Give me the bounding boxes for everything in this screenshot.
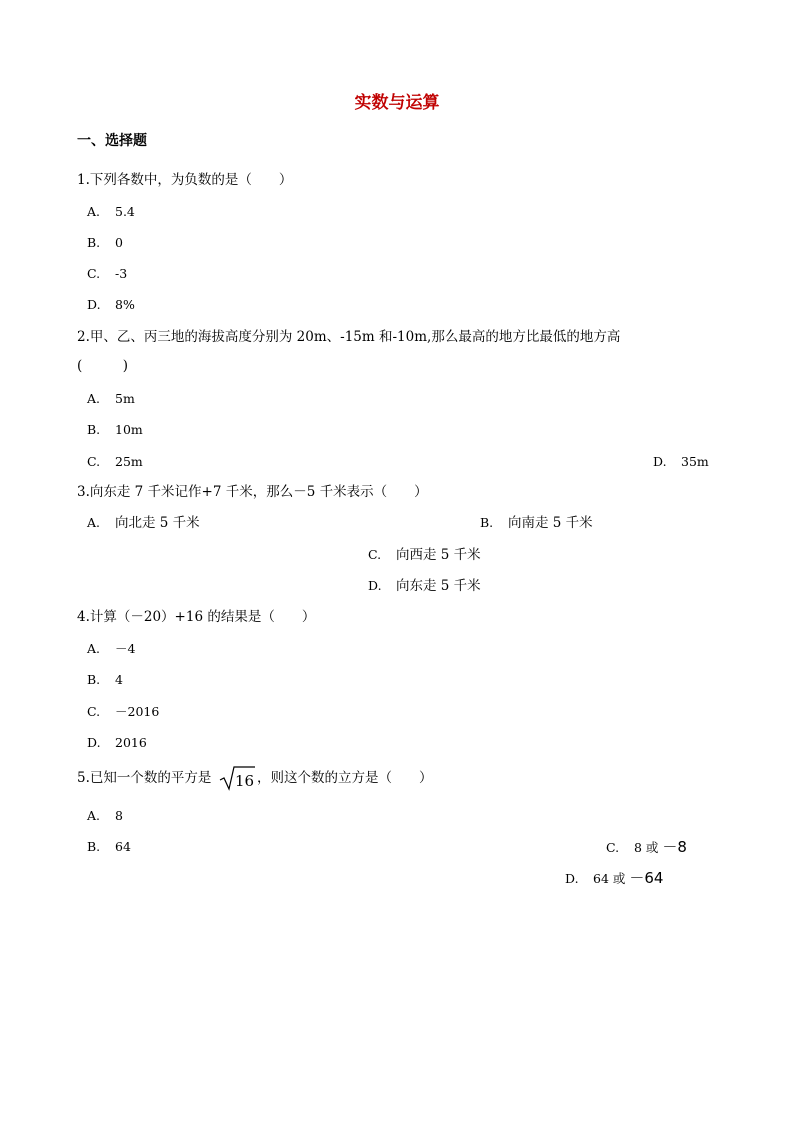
question-1-stem: 1.下列各数中，为负数的是（ ） — [77, 172, 293, 188]
option-text: 4 — [115, 672, 123, 687]
question-5-option-a[interactable] — [87, 808, 123, 824]
option-text: 10m — [115, 422, 143, 437]
option-label: A. — [87, 808, 101, 823]
question-1-option-c[interactable] — [87, 266, 127, 282]
option-label: A. — [87, 515, 101, 530]
question-2-option-c[interactable] — [87, 454, 143, 470]
option-label: C. — [368, 547, 382, 562]
option-label: D. — [368, 578, 382, 593]
question-4-stem: 4.计算（－20）+16 的结果是（ ） — [77, 609, 316, 625]
question-4-option-c[interactable] — [87, 704, 159, 720]
option-label: A. — [87, 391, 101, 406]
option-label: A. — [87, 204, 101, 219]
option-text: 8 或 — [634, 840, 659, 855]
option-label: C. — [606, 840, 620, 855]
option-label: D. — [87, 735, 101, 750]
question-5-option-d[interactable] — [565, 870, 663, 887]
square-root-symbol — [219, 765, 255, 791]
option-text: 8 — [115, 808, 123, 823]
option-label: D. — [87, 297, 101, 312]
question-1-option-d[interactable] — [87, 297, 135, 313]
page-title: 实数与运算 — [354, 93, 440, 113]
option-label: D. — [653, 454, 667, 469]
option-text: 0 — [115, 235, 123, 250]
option-label: B. — [480, 515, 494, 530]
option-label: C. — [87, 266, 101, 281]
option-text: －2016 — [115, 704, 160, 719]
question-2-option-d[interactable] — [653, 454, 709, 470]
question-2-option-a[interactable] — [87, 391, 135, 407]
question-4-option-d[interactable] — [87, 735, 147, 751]
question-3-stem: 3.向东走 7 千米记作+7 千米，那么－5 千米表示（ ） — [77, 484, 428, 500]
option-label: C. — [87, 704, 101, 719]
option-math: －8 — [662, 838, 687, 856]
question-3-option-c[interactable] — [368, 547, 481, 563]
section-heading: 一、选择题 — [77, 133, 147, 149]
option-text: 向东走 5 千米 — [396, 578, 481, 594]
option-label: B. — [87, 672, 101, 687]
question-5-stem-prefix: 5.已知一个数的平方是 — [77, 770, 212, 786]
option-label: B. — [87, 839, 101, 854]
question-3-option-b[interactable] — [480, 515, 593, 531]
option-text: 64 或 — [593, 871, 626, 886]
option-text: 向南走 5 千米 — [508, 515, 593, 531]
option-text: 5.4 — [115, 204, 135, 219]
option-text: 8% — [115, 297, 135, 312]
option-label: B. — [87, 235, 101, 250]
question-1-option-a[interactable] — [87, 204, 135, 220]
question-2-option-b[interactable] — [87, 422, 143, 438]
option-label: D. — [565, 871, 579, 886]
option-text: -3 — [115, 266, 128, 281]
question-3-option-d[interactable] — [368, 578, 481, 594]
option-label: C. — [87, 454, 101, 469]
option-text: 向西走 5 千米 — [396, 547, 481, 563]
question-3-option-a[interactable] — [87, 515, 200, 531]
question-5-option-c[interactable] — [606, 839, 687, 856]
question-2-paren: ( ) — [77, 358, 129, 374]
option-label: B. — [87, 422, 101, 437]
option-text: 25m — [115, 454, 143, 469]
question-4-option-a[interactable] — [87, 641, 135, 657]
question-5-option-b[interactable] — [87, 839, 131, 855]
question-2-stem: 2.甲、乙、丙三地的海拔高度分别为 20m、-15m 和-10m,那么最高的地方比最低的地方高 — [77, 329, 621, 345]
option-text: 64 — [115, 839, 131, 854]
radicand: 16 — [235, 772, 255, 790]
option-math: －64 — [629, 869, 664, 887]
option-text: 35m — [681, 454, 709, 469]
option-label: A. — [87, 641, 101, 656]
option-text: 2016 — [115, 735, 147, 750]
option-text: －4 — [115, 641, 136, 656]
question-1-option-b[interactable] — [87, 235, 123, 251]
option-text: 5m — [115, 391, 135, 406]
question-5-stem-suffix: ，则这个数的立方是（ ） — [257, 770, 433, 786]
option-text: 向北走 5 千米 — [115, 515, 200, 531]
question-4-option-b[interactable] — [87, 672, 123, 688]
